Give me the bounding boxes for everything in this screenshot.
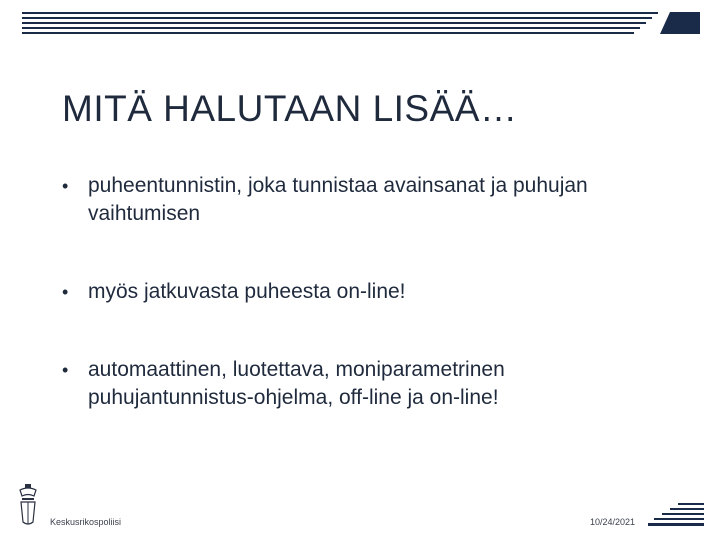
bullet-dot: • (62, 176, 69, 196)
bullet-dot: • (62, 282, 69, 302)
footer-date: 10/24/2021 (590, 517, 636, 527)
slide-title: MITÄ HALUTAAN LISÄÄ… (62, 88, 518, 129)
bullet-item (62, 172, 662, 228)
header-stripes (22, 12, 658, 34)
police-crest-icon (16, 484, 40, 528)
bullet-item (62, 356, 662, 412)
bullet-dot: • (62, 360, 69, 380)
bullet-item (62, 278, 662, 306)
bullet-list (62, 172, 662, 412)
footer-organization: Keskusrikospoliisi (50, 517, 122, 527)
header-corner-block (660, 12, 700, 34)
footer-stripes (648, 503, 704, 527)
bullet-text: myös jatkuvasta puheesta on-line! (88, 280, 406, 303)
bullet-text: puheentunnistin, joka tunnistaa avainsanat ja puhujan vaihtumisen (88, 174, 588, 225)
bullet-text: automaattinen, luotettava, moniparametrinen puhujantunnistus-ohjelma, off-line ja on-line! (88, 358, 505, 409)
